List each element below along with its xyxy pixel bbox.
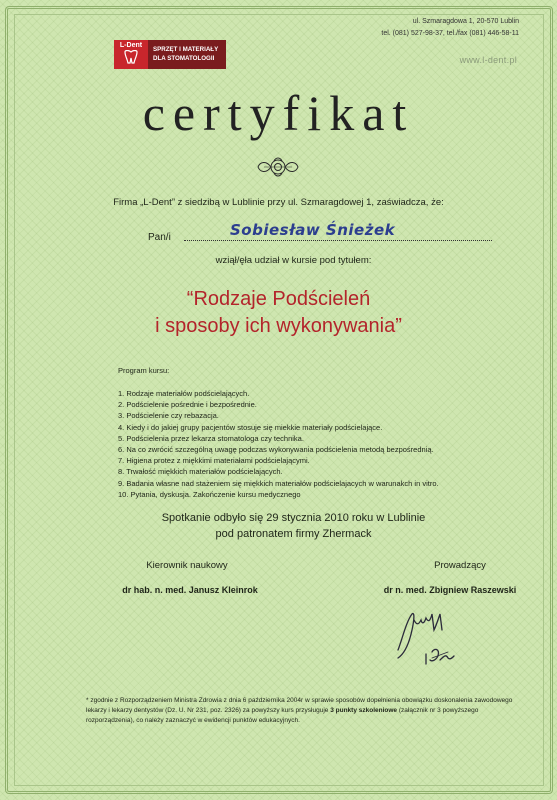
certificate-title: certyfikat [142,85,415,141]
program-item: 9. Badania własne nad stażeniem się miękkich materiałów podścielajacych w warunakch in vitro. [118,478,439,488]
program-item: 5. Podścielenia przez lekarza stomatologa czy technika. [118,433,304,443]
program-item: 6. Na co zwrócić szczególną uwagę podczas wykonywania podścielenia metodą bezpośrednią. [118,445,434,455]
program-item: 10. Pytania, dyskusja. Zakończenie kursu medycznego [118,489,301,499]
address-line-2: tel. (081) 527-98-37, tel./fax (081) 446-58-11 [381,30,519,37]
program-item: 1. Rodzaje materiałów podścielających. [118,389,250,398]
program-item: 8. Trwałość miękkich materiałów podścielających. [118,467,283,477]
company-logo [114,40,226,69]
participation-statement: wziął/ęła udział w kursie pod tytułem: [215,255,372,266]
scientific-director-role: Kierownik naukowy [146,560,228,571]
course-title [0,286,557,340]
footnote-points: 3 punkty szkoleniowe [330,707,398,714]
logo-tagline [148,40,226,69]
course-title-line-1: “Rodzaje Podścieleń [186,288,371,310]
program-heading: Program kursu: [118,366,170,375]
program-item: 2. Podścielenie pośrednie i bezpośrednie. [118,400,257,410]
program-item: 3. Podścielenie czy rebazacja. [118,411,219,421]
recipient-dotted-line [184,240,492,241]
handwritten-signature [388,600,468,670]
logo-tagline-line-1: SPRZĘT I MATERIAŁY [153,46,219,53]
website-url: www.l-dent.pl [459,55,517,65]
company-address [381,16,519,40]
ornament-icon [256,154,300,180]
instructor-role: Prowadzący [434,560,486,571]
meeting-info [0,510,557,542]
footnote-text-end: (załącznik nr 3 powyższego rozporządzenia), co należy zaznaczyć w ewidencji punktów edukacyjnych. [86,707,479,724]
course-title-line-2: i sposoby ich wykonywania” [155,315,402,337]
footnote-text: * zgodnie z Rozporządzeniem Ministra Zdrowia z dnia 6 października 2004r w sprawie sposobów dopełnienia obowiązku doskonalenia zawodowego lekarzy i lekarzy dentystów (Dz. U. Nr 231, poz. 2326) za powyższy kurs przysługuje [86,697,513,714]
program-item: 7. Higiena protez z miękkimi materiałami podścielającymi. [118,456,310,466]
footnote [86,696,520,726]
meeting-date-line: Spotkanie odbyło się 29 stycznia 2010 roku w Lublinie [161,512,426,524]
scientific-director-name: dr hab. n. med. Janusz Kleinrok [122,585,258,595]
logo-brand: L-Dent [119,42,143,49]
program-item: 4. Kiedy i do jakiej grupy pacjentów stosuje się miekkie materiały podścielające. [118,422,383,432]
meeting-patron-line: pod patronatem firmy Zhermack [215,528,372,540]
program-list [118,388,439,500]
tooth-icon [123,50,139,64]
recipient-name: Sobiesław Śnieżek [230,221,396,239]
recipient-prefix: Pan/i [148,232,171,243]
instructor-name: dr n. med. Zbigniew Raszewski [383,585,517,595]
logo-mark [114,40,148,69]
address-line-1: ul. Szmaragdowa 1, 20-570 Lublin [412,18,519,25]
logo-tagline-line-2: DLA STOMATOLOGII [153,55,215,62]
firm-statement: Firma „L-Dent” z siedzibą w Lublinie przy ul. Szmaragdowej 1, zaświadcza, że: [113,197,444,208]
